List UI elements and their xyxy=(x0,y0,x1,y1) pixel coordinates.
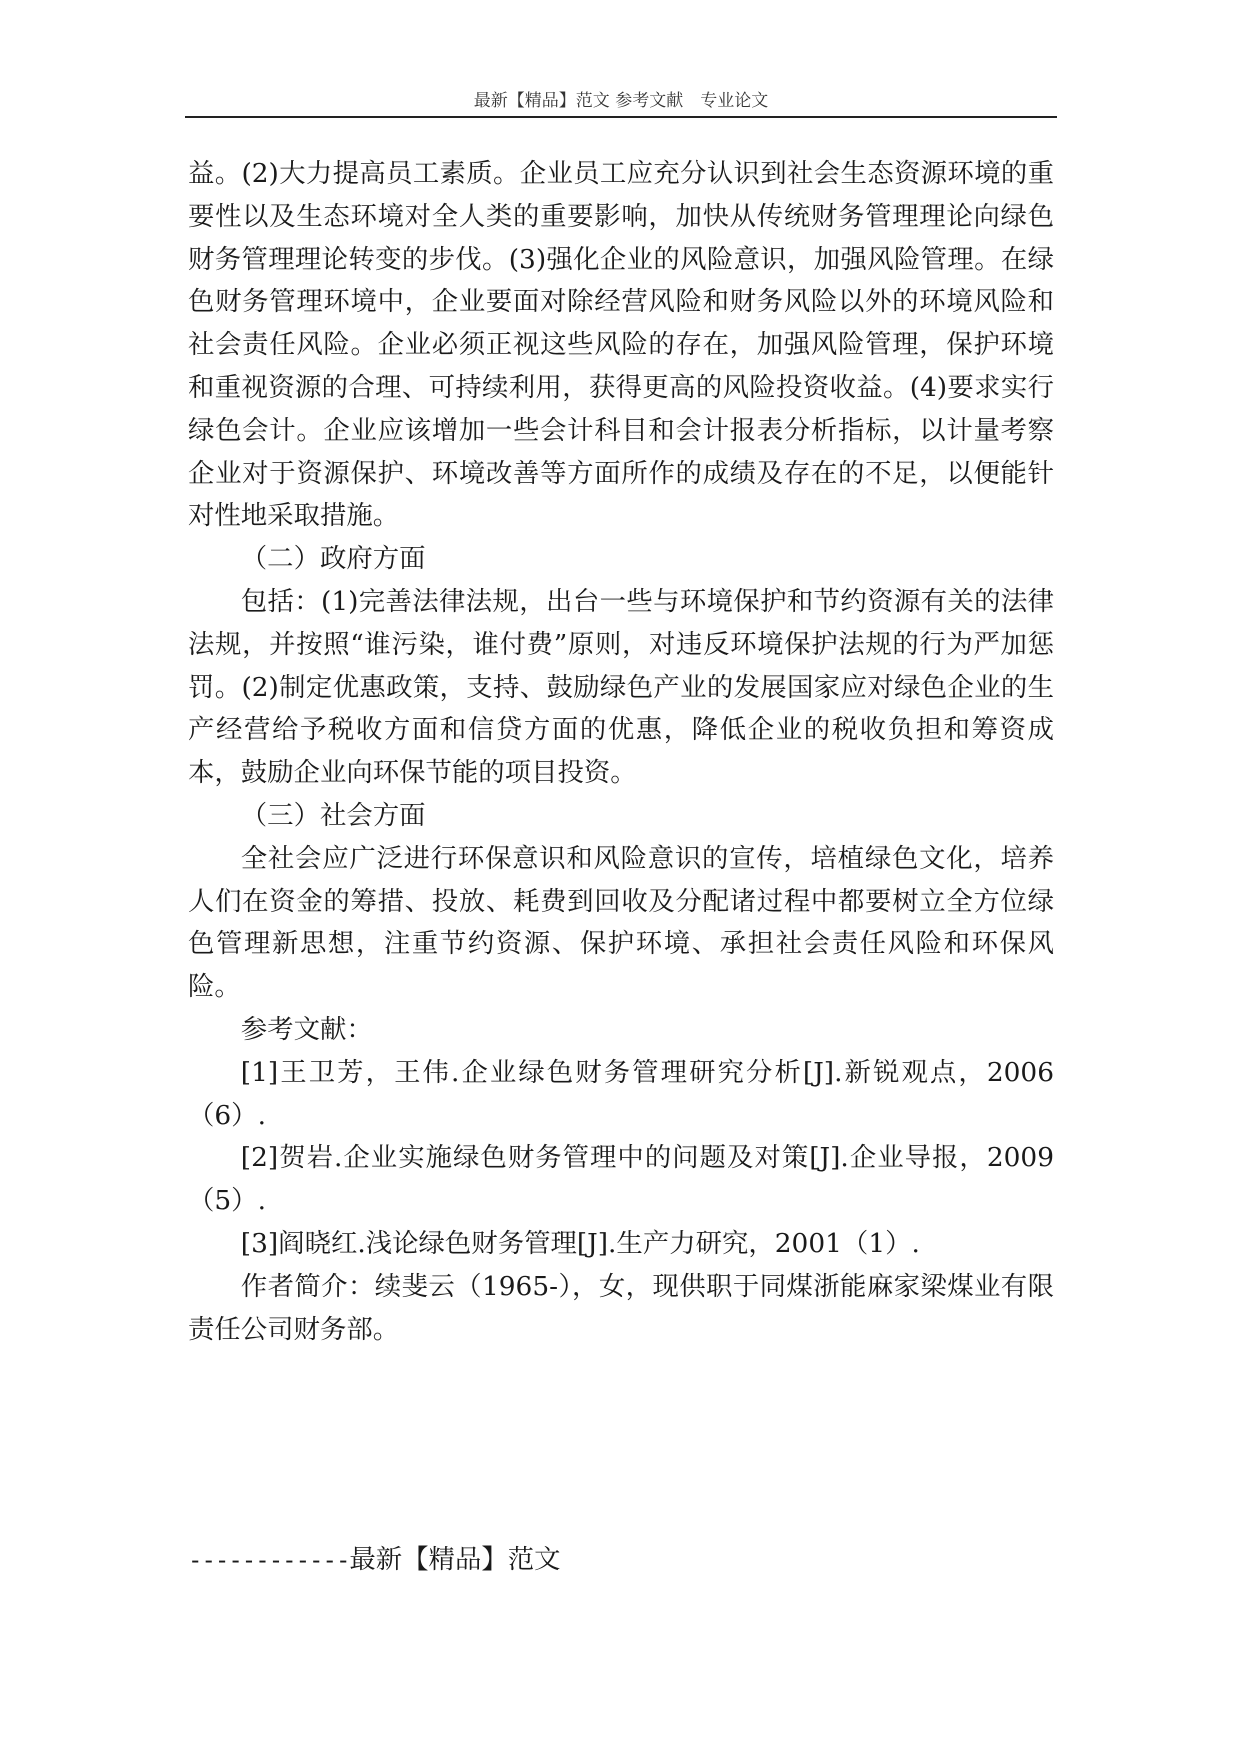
section-heading-government: （二）政府方面 xyxy=(240,543,426,575)
references-title: 参考文献： xyxy=(240,1013,373,1045)
footer-dashes: ------------ xyxy=(188,1546,350,1574)
reference-item: [1]王卫芳，王伟.企业绿色财务管理研究分析[J].新锐观点，2006（6）. xyxy=(188,1056,1054,1131)
page-header: 最新【精品】范文 参考文献 专业论文 xyxy=(473,91,769,111)
header-divider xyxy=(185,116,1057,118)
document-body xyxy=(188,153,1054,1351)
section-heading-society: （三）社会方面 xyxy=(240,799,426,831)
page-footer xyxy=(188,1540,561,1580)
footer-label: 最新【精品】范文 xyxy=(349,1544,561,1575)
reference-item: [3]阎晓红.浅论绿色财务管理[J].生产力研究，2001（1）. xyxy=(240,1227,920,1259)
reference-item: [2]贺岩.企业实施绿色财务管理中的问题及对策[J].企业导报，2009（5）. xyxy=(188,1142,1054,1217)
paragraph-government-measures: 包括：(1)完善法律法规，出台一些与环境保护和节约资源有关的法律法规，并按照“谁污染，谁付费”原则，对违反环境保护法规的行为严加惩罚。(2)制定优惠政策，支持、鼓励绿色产业的发展国家应对绿色企业的生产经营给予税收方面和信贷方面的优惠，降低企业的税收负担和筹资成本，鼓励企业向环保节能的项目投资。 xyxy=(188,585,1054,789)
paragraph-enterprise-measures: 益。(2)大力提高员工素质。企业员工应充分认识到社会生态资源环境的重要性以及生态环境对全人类的重要影响，加快从传统财务管理理论向绿色财务管理理论转变的步伐。(3)强化企业的风险意识，加强风险管理。在绿色财务管理环境中，企业要面对除经营风险和财务风险以外的环境风险和社会责任风险。企业必须正视这些风险的存在，加强风险管理，保护环境和重视资源的合理、可持续利用，获得更高的风险投资收益。(4)要求实行绿色会计。企业应该增加一些会计科目和会计报表分析指标，以计量考察企业对于资源保护、环境改善等方面所作的成绩及存在的不足，以便能针对性地采取措施。 xyxy=(188,158,1054,532)
paragraph-society-measures: 全社会应广泛进行环保意识和风险意识的宣传，培植绿色文化，培养人们在资金的筹措、投放、耗费到回收及分配诸过程中都要树立全方位绿色管理新思想，注重节约资源、保护环境、承担社会责任风险和环保风险。 xyxy=(188,842,1054,1003)
author-bio: 作者简介：续斐云（1965-），女，现供职于同煤浙能麻家梁煤业有限责任公司财务部。 xyxy=(188,1270,1054,1345)
